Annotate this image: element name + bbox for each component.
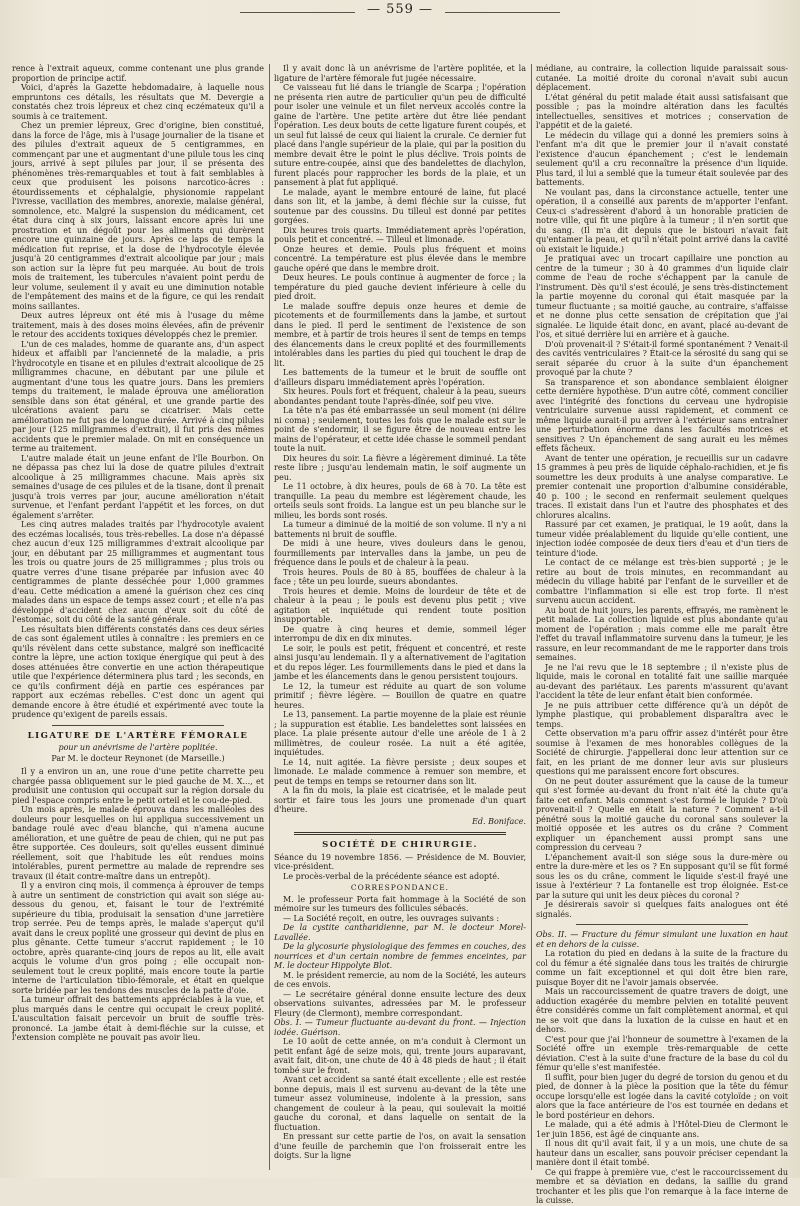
paragraph: Il nous dit qu'il avait fait, il y a un mois, une chute de sa hauteur dans un escalier, sans pouvoir préciser cependant la manière dont il était tombé.: [536, 1139, 788, 1167]
paragraph: Les cinq autres malades traités par l'hydrocotyle avaient des eczémas localisés, tous très-rebelles. La dose n'a dépassé chez aucun d'eux 125 milligrammes d'extrait alcoolique par jour, en débutant par 25 milligrammes et augmentant tous les trois ou quatre jours de 25 milligrammes ; plus trois ou quatre verres d'une tisane préparée par infusion avec 40 centigrammes de plante desséchée pour 1,000 grammes d'eau. Cette médication a amené la guérison chez ces cinq malades dans un espace de temps assez court ; et elle n'a pas développé d'accident chez aucun d'eux soit du côté de l'estomac, soit du côté de la santé générale.: [12, 520, 264, 624]
paragraph: Le contact de ce mélange est très-bien supporté ; je le retire au bout de trois minutes, en recommandant au médecin du village habité par l'enfant de le surveiller et de combattre l'inflammation si elle est trop forte. Il n'est survenu aucun accident.: [536, 558, 788, 605]
article-subtitle: pour un anévrisme de l'artère poplitée.: [58, 743, 218, 752]
paragraph: Chez un premier lépreux, Grec d'origine, bien constitué, dans la force de l'âge, mis à l'usage journalier de la tisane et des pilules d'extrait aqueux de 5 centigrammes, en commençant par une et augmentant d'une pilule tous les cinq jours, arrivé à sept pilules par jour, il se présenta des phénomènes très-remarquables et tout à fait semblables à ceux que produisent les poisons narcotico-âcres : étourdissements et céphalalgie, physionomie rappelant l'ivresse, vacillation des membres, anorexie, malaise général, somnolence, etc. Malgré la suspension du médicament, cet état dura cinq à six jours, laissant encore après lui une prostration et un dégoût pour les aliments qui durèrent encore une quinzaine de jours. Après ce laps de temps la médication fut reprise, et la dose de l'hydrocotyle élevée jusqu'à 20 centigrammes d'extrait alcoolique par jour ; mais son action sur la lèpre fut peu marquée. Au bout de trois mois de traitement, les tubercules n'avaient point perdu de leur volume, seulement il y avait eu une diminution notable de l'empâtement des mains et de la figure, ce qui les rendait moins saillantes.: [12, 121, 264, 311]
paragraph: Avant cet accident sa santé était excellente ; elle est restée bonne depuis, mais il est survenu au-devant de la tête une tumeur assez volumineuse, indolente à la pression, sans changement de couleur à la peau, qui soulevait la moitié gauche du coronal, et dans laquelle on sentait de la fluctuation.: [274, 1075, 526, 1132]
session-meta: Séance du 19 novembre 1856. — Présidence de M. Bouvier, vice-président.: [274, 852, 526, 871]
header-rule-right: [445, 12, 560, 13]
observation-title: Obs. I. — Tumeur fluctuante au-devant du front. — Injection iodée. Guérison.: [274, 1018, 526, 1037]
paragraph: Deux autres lépreux ont été mis à l'usage du même traitement, mais à des doses moins élevées, afin de prévenir le retour des accidents toxiques développés chez le premier.: [12, 311, 264, 339]
paragraph: A la fin du mois, la plaie est cicatrisée, et le malade peut sortir et faire tous les jours une promenade d'un quart d'heure.: [274, 786, 526, 814]
paragraph: Je ne l'ai revu que le 18 septembre ; il n'existe plus de liquide, mais le coronal en totalité fait une saillie marquée au-devant des pariétaux. Les parents m'assurent qu'avant l'accident la tête de leur enfant était bien conformée.: [536, 662, 788, 700]
column-rule: [531, 64, 532, 1170]
paragraph: Le médecin du village qui a donné les premiers soins à l'enfant m'a dit que le premier jour il n'avait constaté l'existence d'aucun épanchement ; c'est le lendemain seulement qu'il a cru reconnaître la présence d'un liquide. Plus tard, il lui a semblé que la tumeur était soulevée par des battements.: [536, 130, 788, 187]
paragraph: Il y a environ un an, une roue d'une petite charrette peu chargée passa obliquement sur le pied gauche de M. X..., et produisit une contusion qui occupait sur la région dorsale du pied l'espace compris entre le petit orteil et le cou-de-pied.: [12, 767, 264, 805]
article-author: Par M. le docteur Reynonet (de Marseille.): [51, 753, 225, 763]
paragraph: Au bout de huit jours, les parents, effrayés, me ramènent le petit malade. La collection liquide est plus abondante qu'au moment de l'opération ; mais comme elle me paraît être l'effet du travail inflammatoire survenu dans la tumeur, je les rassure, en leur recommandant de me le rapporter dans trois semaines.: [536, 605, 788, 662]
paragraph: Le malade, ayant le membre entouré de laine, fut placé dans son lit, et la jambe, à demi fléchie sur la cuisse, fut soutenue par des coussins. Du tilleul est donné par petites gorgées.: [274, 187, 526, 225]
columns: [12, 64, 788, 1205]
column-1: [12, 64, 264, 1170]
paragraph: Il y a environ cinq mois, il commença à éprouver de temps à autre un sentiment de constriction qui avait son siége au-dessous du genou, et, faisant le tour de l'extrémité supérieure du tibia, produisait la sensation d'une jarretière trop serrée. Peu de temps après, le malade s'aperçut qu'il avait dans le creux poplité une grosseur qui devint de plus en plus gênante. Cette tumeur s'accrut rapidement ; le 10 octobre, après quarante-cinq jours de repos au lit, elle avait acquis le volume d'un gros poing ; elle occupait non-seulement tout le creux poplité, mais encore toute la partie interne de l'articulation tibio-fémorale, et était en quelque sorte bridée par les tendons des muscles de la patte d'oie.: [12, 881, 264, 995]
paragraph: Six heures. Pouls fort et fréquent, chaleur à la peau, sueurs abondantes pendant toute l'après-dînée, soif peu vive.: [274, 387, 526, 406]
paragraph: D'où provenait-il ? S'était-il formé spontanément ? Venait-il des cavités ventriculaires ? Était-ce la sérosité du sang qui se serait séparée du cruor à la suite d'un épanchement provoqué par la chute ?: [536, 339, 788, 377]
column-3: [536, 64, 788, 1205]
paragraph: Il suffit, pour bien juger du degré de torsion du genou et du pied, de donner à la pièce la position que la tête du fémur occupe lorsqu'elle est logée dans la cavité cotyloïde ; on voit alors que la face antérieure de l'os est tournée en dedans et le bord postérieur en dehors.: [536, 1072, 788, 1120]
paragraph: Cette observation m'a paru offrir assez d'intérêt pour être soumise à l'examen de mes honorables collègues de la Société de chirurgie. J'appellerai donc leur attention sur ce fait, en les priant de me donner leur avis sur plusieurs questions qui me paraissent encore fort obscures.: [536, 729, 788, 776]
page-header: [0, 2, 800, 22]
paragraph: Deux heures. Le pouls continue à augmenter de force ; la température du pied gauche devient inférieure à celle du pied droit.: [274, 273, 526, 301]
paragraph: Je pratiquai avec un trocart capillaire une ponction au centre de la tumeur ; 30 à 40 grammes d'un liquide clair comme de l'eau de roche s'échappent par la canule de l'instrument. Dès qu'il s'est écoulé, je sens très-distinctement la partie moyenne du coronal qui était masquée par la tumeur fluctuante ; sa moitié gauche, au contraire, s'affaisse et ne donne plus cette sensation de crépitation que j'ai signalée. Le liquide était donc, en avant, placé au-devant de l'os, et situé derrière lui en arrière et à gauche.: [536, 254, 788, 339]
paragraph: Avant de tenter une opération, je recueillis sur un cadavre 15 grammes à peu près de liquide céphalo-rachidien, et je fis soumettre les deux produits à une analyse comparative. Le premier contenait une proportion d'albumine considérable, 40 p. 100 ; le second en renfermait seulement quelques traces. Il existait dans l'un et l'autre des phosphates et des chlorures alcalins.: [536, 453, 788, 520]
paragraph: — Le secrétaire général donne ensuite lecture des deux observations suivantes, adressées par M. le professeur Fleury (de Clermont), membre correspondant.: [274, 989, 526, 1018]
paragraph: Mais un raccourcissement de quatre travers de doigt, une adduction exagérée du membre pelvien en totalité peuvent être considérés comme un fait complètement anormal, et qui ne se voit que dans la luxation de la cuisse en haut et en dehors.: [536, 987, 788, 1034]
paragraph: Onze heures et demie. Pouls plus fréquent et moins concentré. La température est plus élevée dans le membre gauche opéré que dans le membre droit.: [274, 244, 526, 273]
paragraph: La tumeur offrait des battements appréciables à la vue, et plus marqués dans le centre qui occupait le creux poplité. L'auscultation faisait percevoir un bruit de souffle très-prononcé. La jambe était à demi-fléchie sur la cuisse, et l'extension complète ne pouvait pas avoir lieu.: [12, 995, 264, 1042]
paragraph: Les battements de la tumeur et le bruit de souffle ont d'ailleurs disparu immédiatement après l'opération.: [274, 368, 526, 387]
section-divider: [294, 832, 506, 835]
article-title-ligature: LIGATURE DE L'ARTÈRE FÉMORALE: [27, 730, 249, 741]
paragraph: Je désirerais savoir si quelques faits analogues ont été signalés.: [536, 900, 788, 919]
section-title-societe: SOCIÉTÉ DE CHIRURGIE.: [322, 840, 478, 850]
paragraph: De la glycosurie physiologique des femmes en couches, des nourrices et d'un certain nombre de femmes enceintes, par M. le docteur Hippolyte Blot.: [274, 942, 526, 970]
paragraph: Le 10 août de cette année, on m'a conduit à Clermont un petit enfant âgé de seize mois, qui, trente jours auparavant, avait fait, dit-on, une chute de 40 à 48 pieds de haut ; il était tombé sur le front.: [274, 1037, 526, 1075]
paragraph: En pressant sur cette partie de l'os, on avait la sensation d'une feuille de parchemin que l'on froisserait entre les doigts. Sur la ligne: [274, 1132, 526, 1160]
paragraph: médiane, au contraire, la collection liquide paraissait sous-cutanée. La moitié droite du coronal n'avait subi aucun déplacement.: [536, 64, 788, 92]
paragraph: Le procès-verbal de la précédente séance est adopté.: [283, 871, 500, 881]
paragraph: De quatre à cinq heures et demie, sommeil léger interrompu de dix en dix minutes.: [274, 624, 526, 643]
column-2: [274, 64, 526, 1170]
paragraph: La rotation du pied en dedans à la suite de la fracture du col du fémur a été signalée dans tous les traités de chirurgie comme un fait exceptionnel et qui doit être bien rare, puisque Boyer dit ne l'avoir jamais observée.: [536, 949, 788, 987]
observation-title: Obs. II. — Fracture du fémur simulant une luxation en haut et en dehors de la cuisse.: [536, 930, 788, 949]
paragraph: Rassuré par cet examen, je pratiquai, le 19 août, dans la tumeur vidée préalablement du liquide qu'elle contient, une injection iodée composée de deux tiers d'eau et d'un tiers de teinture d'iode.: [536, 520, 788, 558]
paragraph: Les résultats bien différents constatés dans ces deux séries de cas sont également utiles à connaître : les premiers en ce qu'ils révèlent dans cette substance, malgré son inefficacité contre la lèpre, une action toxique énergique qui peut à des doses atténuées être convertie en une action thérapeutique utile que l'expérience déterminera plus tard ; les seconds, en ce qu'ils confirment déjà en partie ces espérances par rapport aux eczémas rebelles. C'est donc un agent qui demande encore à être étudié et expérimenté avec toute la prudence qu'exigent de pareils essais.: [12, 624, 264, 719]
paragraph: Trois heures et demie. Moins de lourdeur de tête et de chaleur à la peau ; le pouls est devenu plus petit ; vive agitation et inquiétude qui rendent toute position insupportable.: [274, 586, 526, 624]
paragraph: La tête n'a pas été embarrassée un seul moment (ni délire ni coma) ; seulement, toutes les fois que le malade est sur le point de s'endormir, il se figure être de nouveau entre les mains de l'opérateur, et cette idée chasse le sommeil pendant toute la nuit.: [274, 406, 526, 453]
paragraph: Ce qui frappe à première vue, c'est le raccourcissement du membre et sa déviation en dedans, la saillie du grand trochanter et les plis que l'on remarque à la face interne de la cuisse.: [536, 1167, 788, 1205]
paragraph: Un mois après, le malade éprouva dans les malléoles des douleurs pour lesquelles on lui appliqua successivement un bandage roulé avec d'eau blanche, qui n'amena aucune amélioration, et une guêtre de peau de chien, qui ne put pas être supportée. Ces douleurs, soit qu'elles eussent diminué réellement, soit que l'habitude les eût rendues moins intolérables, purent permettre au malade de reprendre ses travaux (il était contre-maître dans un entrepôt).: [12, 805, 264, 881]
paragraph: — La Société reçoit, en outre, les ouvrages suivants :: [283, 913, 500, 923]
paragraph: L'épanchement avait-il son siége sous la dure-mère ou entre la dure-mère et les os ? En supposant qu'il se fût formé sous les os du crâne, comment le liquide s'est-il frayé une issue à l'extérieur ? La fontanelle est trop éloignée. Est-ce par la suture qui unit les deux pièces du coronal ?: [536, 852, 788, 900]
paragraph: On ne peut douter assurément que la cause de la tumeur qui s'est formée au-devant du front n'ait été la chute qu'a faite cet enfant. Mais comment s'est formé le liquide ? D'où provenait-il ? Quelle en était la nature ? Comment a-t-il pénétré sous la moitié gauche du coronal sans soulever la moitié opposée et les autres os du crâne ? Comment expliquer un épanchement aussi prompt sans une compression du cerveau ?: [536, 776, 788, 852]
header-rule-left: [240, 12, 355, 13]
paragraph: Le malade souffre depuis onze heures et demie de picotements et de fourmillements dans la jambe, et surtout dans le pied. Il perd le sentiment de l'existence de son membre, et à partir de trois heures il sent de temps en temps des élancements dans le creux poplité et des fourmillements intolérables dans les parties du pied qui touchent le drap de lit.: [274, 301, 526, 368]
paragraph: De midi à une heure, vives douleurs dans le genou, fourmillements par intervalles dans la jambe, un peu de fréquence dans le pouls et de chaleur à la peau.: [274, 539, 526, 567]
paragraph: Sa transparence et son abondance semblaient éloigner cette dernière hypothèse. D'un autre côté, comment concilier avec l'intégrité des fonctions du cerveau une hydropisie ventriculaire survenue aussi rapidement, et comment ce même liquide aurait-il pu arriver à l'extérieur sans entraîner une perturbation énorme dans les facultés motrices et sensitives ? Un épanchement de sang aurait eu les mêmes effets fâcheux.: [536, 377, 788, 453]
paragraph: L'un de ces malades, homme de quarante ans, d'un aspect hideux et affaibli par l'ancienneté de la maladie, a pris l'hydrocotyle en tisane et en pilules d'extrait alcoolique de 25 milligrammes chacune, en débutant par une pilule et augmentant d'une tous les quatre jours. Dans les premiers temps du traitement, le malade éprouva une amélioration sensible dans son état général, et une grande partie des ulcérations avaient paru se cicatriser. Mais cette amélioration ne fut pas de longue durée. Arrivé à cinq pilules par jour (125 milligrammes d'extrait), il fut pris des mêmes accidents que le premier malade. On mit en conséquence un terme au traitement.: [12, 339, 264, 453]
paragraph: Je ne puis attribuer cette différence qu'à un dépôt de lymphe plastique, qui probablement disparaîtra avec le temps.: [536, 700, 788, 729]
paragraph: rence à l'extrait aqueux, comme contenant une plus grande proportion de principe actif.: [12, 64, 264, 83]
paragraph: Ne voulant pas, dans la circonstance actuelle, tenter une opération, il a conseillé aux parents de m'apporter l'enfant. Ceux-ci s'adressèrent d'abord à un honorable praticien de notre ville, qui fit une piqûre à la tumeur ; il n'en sortit que du sang. (Il m'a dit depuis que le bistouri n'avait fait qu'entamer la peau, et qu'il n'était point arrivé dans la cavité où existait le liquide.): [536, 187, 788, 254]
column-rule: [269, 64, 270, 1170]
paragraph: Trois heures. Pouls de 80 à 85, bouffées de chaleur à la face ; tête un peu lourde, sueurs abondantes.: [274, 567, 526, 586]
paragraph: Le 12, la tumeur est réduite au quart de son volume primitif ; fièvre légère. — Bouillon de quatre en quatre heures.: [274, 681, 526, 710]
paragraph: Le 11 octobre, à dix heures, pouls de 68 à 70. La tête est tranquille. La peau du membre est légèrement chaude, les orteils seuls sont froids. La langue est un peu blanche sur le milieu, les bords sont rosés.: [274, 482, 526, 520]
signature: Ed. Boniface.: [472, 816, 526, 826]
paragraph: La tumeur a diminué de la moitié de son volume. Il n'y a ni battements ni bruit de souffle.: [274, 520, 526, 539]
paragraph: L'autre malade était un jeune enfant de l'île Bourbon. On ne dépassa pas chez lui la dose de quatre pilules d'extrait alcoolique à 25 milligrammes chacune. Mais après six semaines d'usage de ces pilules et de la tisane, dont il prenait jusqu'à trois verres par jour, aucune amélioration n'était survenue, et l'enfant perdant l'appétit et les forces, on dut également s'arrêter.: [12, 453, 264, 520]
correspondance-heading: CORRESPONDANCE.: [350, 883, 450, 892]
paragraph: Le 14, nuit agitée. La fièvre persiste ; deux soupes et limonade. Le malade commence à remuer son membre, et peut de temps en temps se retourner dans son lit.: [274, 757, 526, 786]
paragraph: De la cystite cantharidienne, par M. le docteur Morel-Lavallée.: [274, 923, 526, 942]
page-number: — 559 —: [366, 2, 434, 17]
section-divider: [52, 725, 224, 726]
paragraph: C'est pour que j'ai l'honneur de soumettre à l'examen de la Société offre un exemple très-remarquable de cette déviation. C'est à la suite d'une fracture de la base du col du fémur qu'elle s'est manifestée.: [536, 1034, 788, 1072]
paragraph: Voici, d'après la Gazette hebdomadaire, à laquelle nous empruntons ces détails, les résultats que M. Devergie a constatés chez trois lépreux et chez cinq eczémateux qu'il a soumis à ce traitement.: [12, 83, 264, 121]
paragraph: M. le président remercie, au nom de la Société, les auteurs de ces envois.: [274, 970, 526, 989]
paragraph: M. le professeur Porta fait hommage à la Société de son mémoire sur les tumeurs des follicules sébacés.: [274, 894, 526, 913]
paragraph: Le malade, qui a été admis à l'Hôtel-Dieu de Clermont le 1er juin 1856, est âgé de cinquante ans.: [536, 1120, 788, 1139]
section-divider: [576, 924, 748, 925]
paragraph: L'état général du petit malade était aussi satisfaisant que possible ; pas la moindre altération dans les facultés intellectuelles, sensitives et motrices ; conservation de l'appétit et de la gaieté.: [536, 92, 788, 130]
paragraph: Le soir, le pouls est petit, fréquent et concentré, et reste ainsi jusqu'au lendemain. Il y a alternativement de l'agitation et du repos léger. Les fourmillements dans le pied et dans la jambe et les élancements dans le genou persistent toujours.: [274, 643, 526, 681]
paragraph: Dix heures du soir. La fièvre a légèrement diminué. La tête reste libre ; jusqu'au lendemain matin, le soif augmente un peu.: [274, 453, 526, 482]
paragraph: Le 13, pansement. La partie moyenne de la plaie est réunie ; la suppuration est établie. Les bandelettes sont laissées en place. La plaie présente autour d'elle une aréole de 1 à 2 millimètres, de couleur rosée. La nuit a été agitée, inquiétudes.: [274, 710, 526, 757]
paragraph: Ce vaisseau fut lié dans le triangle de Scarpa ; l'opération ne présenta rien autre de particulier qu'un peu de difficulté pour isoler une veinule et un filet nerveux accolés contre la gaine de l'artère. Une petite artère dut être liée pendant l'opération. Les deux bouts de cette ligature furent coupés, et un seul fut laissé de ceux qui liaient la crurale. Ce dernier fut placé dans l'angle supérieur de la plaie, qui par la position du membre devait être le point le plus déclive. Trois points de suture entre-coupée, ainsi que des bandelettes de diachylon, furent placés pour rapprocher les bords de la plaie, et un pansement à plat fut appliqué.: [274, 83, 526, 187]
paragraph: Il y avait donc là un anévrisme de l'artère poplitée, et la ligature de l'artère fémorale fut jugée nécessaire.: [274, 64, 526, 83]
paragraph: Dix heures trois quarts. Immédiatement après l'opération, pouls petit et concentré. — Tilleul et limonade.: [274, 225, 526, 244]
